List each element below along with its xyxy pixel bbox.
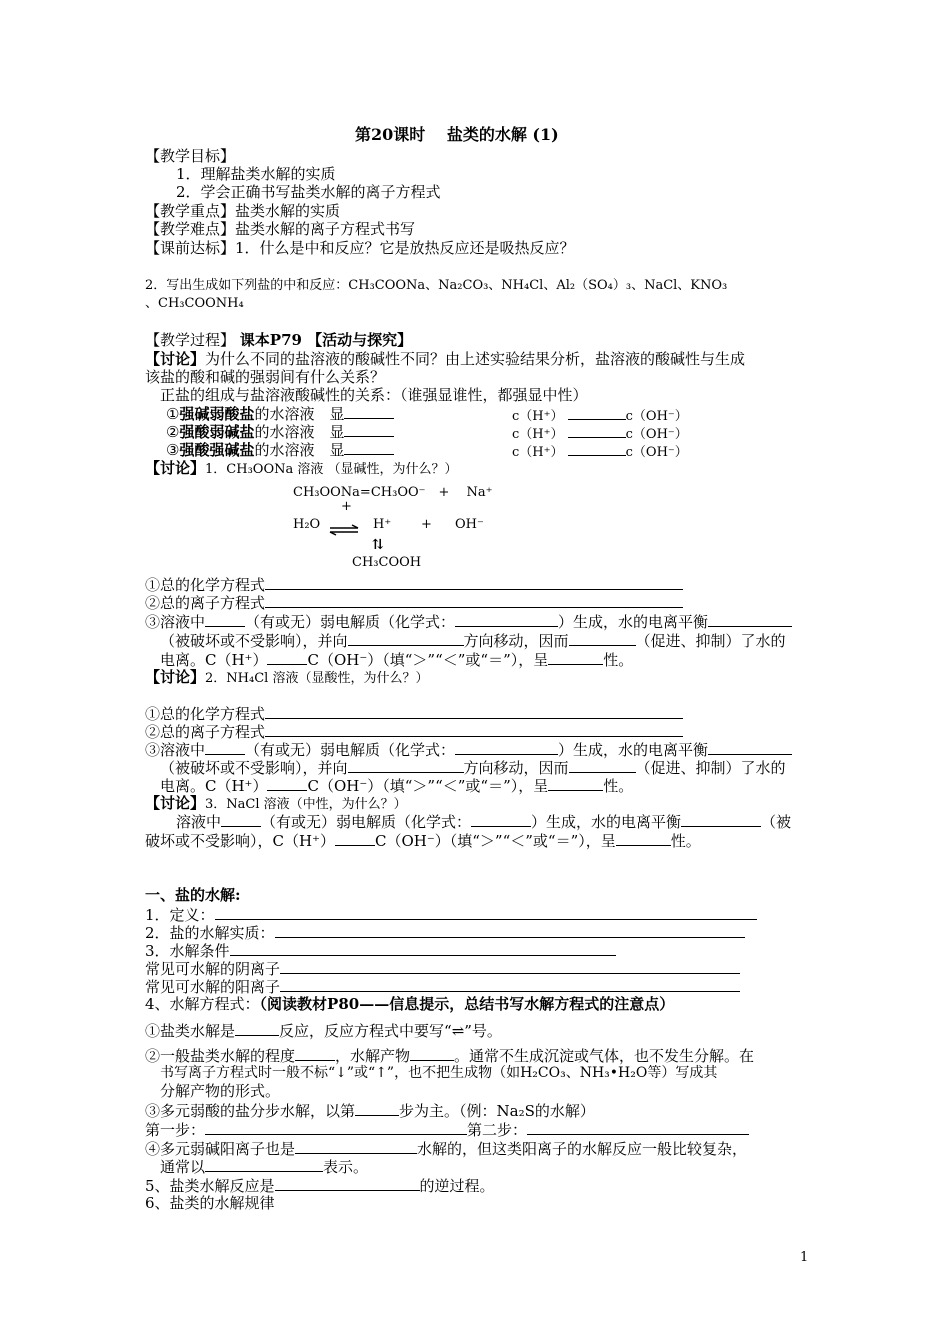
blank[interactable] — [568, 441, 626, 456]
blank[interactable] — [568, 405, 626, 420]
d1-item-3-line-1: ③溶液中 （有或无）弱电解质（化学式： ）生成，水的电离平衡 — [145, 612, 792, 631]
point-2-line-3: 分解产物的形式。 — [160, 1082, 281, 1100]
blank[interactable] — [548, 650, 603, 665]
blank[interactable] — [681, 812, 761, 827]
answer-line[interactable] — [215, 905, 757, 920]
blank[interactable] — [335, 831, 375, 846]
blank[interactable] — [267, 776, 307, 791]
blank[interactable] — [708, 612, 792, 627]
discussion-0-line-2: 该盐的酸和碱的强弱间有什么关系？ — [145, 368, 386, 386]
difficult-point: 【教学难点】盐类水解的离子方程式书写 — [145, 220, 416, 238]
pre-class-question-2: 2．写出生成如下列盐的中和反应：CH₃COONa、Na₂CO₃、NH₄Cl、Al₂（SO₄）₃、NaCl、KNO₃ — [145, 278, 728, 293]
answer-line[interactable] — [230, 941, 616, 956]
blank[interactable] — [295, 1139, 417, 1154]
salt-row-2-conc: c（H⁺） c（OH⁻） — [512, 423, 688, 444]
discussion-2-heading: 【讨论】2．NH₄Cl 溶液（显酸性，为什么？） — [145, 668, 429, 686]
answer-line[interactable] — [265, 722, 683, 737]
salt-row-1-conc: c（H⁺） c（OH⁻） — [512, 405, 688, 426]
hydrogen-ion: H⁺ — [373, 517, 392, 532]
d1-ion-equation: ②总的离子方程式 — [145, 593, 683, 612]
blank[interactable] — [205, 1157, 323, 1172]
process-reference: 课本P79 【活动与探究】 — [239, 331, 413, 349]
d1-chemical-equation: ①总的化学方程式 — [145, 575, 683, 594]
objectives-heading: 【教学目标】 — [145, 147, 236, 165]
answer-line[interactable] — [265, 704, 683, 719]
item-5: 5、盐类水解反应是 的逆过程。 — [145, 1177, 495, 1195]
blank[interactable] — [548, 776, 603, 791]
process-label: 【教学过程】 — [145, 331, 236, 349]
blank[interactable] — [205, 740, 245, 755]
d3-line-1: 溶液中 （有或无）弱电解质（化学式： ）生成，水的电离平衡 （被 — [176, 813, 792, 831]
d2-ion-equation: ②总的离子方程式 — [145, 722, 683, 741]
blank[interactable] — [410, 1046, 454, 1061]
d2-item-3-line-3: 电离。C（H⁺） C（OH⁻）（填“＞”“＜”或“＝”），呈 性。 — [160, 777, 634, 795]
objective-1: 1．理解盐类水解的实质 — [176, 165, 336, 183]
plus-sign-2: + — [421, 517, 432, 532]
salt-row-2: ②强酸弱碱盐的水溶液 显 — [166, 422, 394, 441]
point-3: ③多元弱酸的盐分步水解，以第 步为主。（例：Na₂S的水解） — [145, 1102, 595, 1120]
pre-class-question-2-cont: 、CH₃COONH₄ — [145, 296, 244, 311]
definition: 1．定义： — [145, 905, 757, 924]
ionization-equation: CH₃OONa=CH₃OO⁻ + Na⁺ — [293, 485, 493, 500]
salt-row-1: ①强碱弱酸盐的水溶液 显 — [166, 404, 394, 423]
answer-line[interactable] — [275, 923, 745, 938]
d1-item-3-line-2: （被破坏或不受影响），并向 方向移动，因而 （促进、抑制）了水的 — [160, 632, 786, 650]
d2-item-3-line-2: （被破坏或不受影响），并向 方向移动，因而 （促进、抑制）了水的 — [160, 759, 786, 777]
salt-row-3-conc: c（H⁺） c（OH⁻） — [512, 441, 688, 462]
hydroxide-ion: OH⁻ — [455, 517, 484, 532]
pre-class-question-1: 【课前达标】1．什么是中和反应？它是放热反应还是吸热反应？ — [145, 239, 575, 257]
salt-row-3: ③强酸强碱盐的水溶液 显 — [166, 440, 394, 459]
page-title: 第20课时 盐类的水解 (1) — [355, 125, 559, 144]
salt-relation: 正盐的组成与盐溶液酸碱性的关系：（谁强显谁性，都强显中性） — [160, 386, 588, 404]
hydrolysis-equation-heading: 4、水解方程式：（阅读教材P80——信息提示，总结书写水解方程式的注意点） — [145, 995, 675, 1013]
plus-sign: + — [341, 499, 352, 514]
blank[interactable] — [708, 740, 792, 755]
blank[interactable] — [471, 812, 531, 827]
d2-chemical-equation: ①总的化学方程式 — [145, 704, 683, 723]
section-heading: 一、盐的水解: — [145, 886, 241, 904]
discussion-1-heading: 【讨论】1．CH₃OONa 溶液 （显碱性，为什么？） — [145, 459, 458, 477]
point-2-line-2: 书写离子方程式时一般不标“↓”或“↑”，也不把生成物（如H₂CO₃、NH₃•H₂O等）写成其 — [160, 1065, 718, 1081]
d2-item-3-line-1: ③溶液中 （有或无）弱电解质（化学式： ）生成，水的电离平衡 — [145, 740, 792, 759]
blank[interactable] — [344, 440, 394, 455]
acetic-acid: CH₃COOH — [352, 555, 422, 570]
teaching-process — [145, 331, 412, 349]
discussion-0-line-1 — [145, 350, 745, 368]
blank[interactable] — [235, 1021, 279, 1036]
blank[interactable] — [344, 422, 394, 437]
blank[interactable] — [348, 631, 464, 646]
equilibrium-arrow-icon — [328, 524, 360, 536]
objective-2: 2．学会正确书写盐类水解的离子方程式 — [176, 183, 441, 201]
blank[interactable] — [348, 758, 464, 773]
water-formula: H₂O — [293, 517, 321, 532]
blank[interactable] — [205, 612, 245, 627]
answer-line[interactable] — [265, 593, 683, 608]
common-cations: 常见可水解的阳离子 — [145, 977, 740, 996]
page-number: 1 — [800, 1250, 809, 1265]
blank[interactable] — [455, 740, 558, 755]
answer-line[interactable] — [280, 977, 740, 992]
blank[interactable] — [569, 631, 636, 646]
blank[interactable] — [344, 404, 394, 419]
d3-line-2: 破坏或不受影响），C（H⁺） C（OH⁻）（填“＞”“＜”或“＝”），呈 性。 — [145, 832, 701, 850]
discussion-tag: 【讨论】 — [145, 350, 206, 368]
blank[interactable] — [295, 1046, 335, 1061]
blank[interactable] — [616, 831, 671, 846]
discussion-3-heading: 【讨论】3．NaCl 溶液（中性，为什么？） — [145, 794, 407, 812]
point-1: ①盐类水解是 反应，反应方程式中要写“⇌”号。 — [145, 1022, 502, 1040]
answer-line[interactable] — [265, 575, 683, 590]
equilibrium-symbol-icon: ⇌ — [451, 1022, 465, 1040]
d1-item-3-line-3: 电离。C（H⁺） C（OH⁻）（填“＞”“＜”或“＝”），呈 性。 — [160, 651, 634, 669]
reversible-arrows-icon: ⇅ — [372, 537, 384, 553]
point-2-line-1: ②一般盐类水解的程度 ，水解产物 。通常不生成沉淀或气体，也不发生分解。在 — [145, 1047, 755, 1065]
blank[interactable] — [569, 758, 636, 773]
discussion-0-text: 为什么不同的盐溶液的酸碱性不同？由上述实验结果分析，盐溶液的酸碱性与生成 — [205, 350, 746, 368]
item-6: 6、盐类的水解规律 — [145, 1194, 275, 1212]
hydrolysis-conditions: 3．水解条件 — [145, 941, 616, 960]
key-point: 【教学重点】盐类水解的实质 — [145, 202, 341, 220]
blank[interactable] — [275, 1176, 420, 1191]
point-4-line-1: ④多元弱碱阳离子也是 水解的，但这类阳离子的水解反应一般比较复杂， — [145, 1140, 748, 1158]
common-anions: 常见可水解的阴离子 — [145, 959, 740, 978]
blank[interactable] — [455, 612, 558, 627]
hydrolysis-essence: 2．盐的水解实质： — [145, 923, 745, 942]
point-4-line-2: 通常以 表示。 — [160, 1158, 369, 1176]
blank[interactable] — [267, 650, 307, 665]
steps: 第一步： 第二步： — [145, 1120, 749, 1139]
blank[interactable] — [568, 423, 626, 438]
answer-line[interactable] — [205, 1120, 467, 1135]
answer-line[interactable] — [527, 1120, 749, 1135]
blank[interactable] — [355, 1101, 399, 1116]
blank[interactable] — [221, 812, 261, 827]
answer-line[interactable] — [280, 959, 740, 974]
